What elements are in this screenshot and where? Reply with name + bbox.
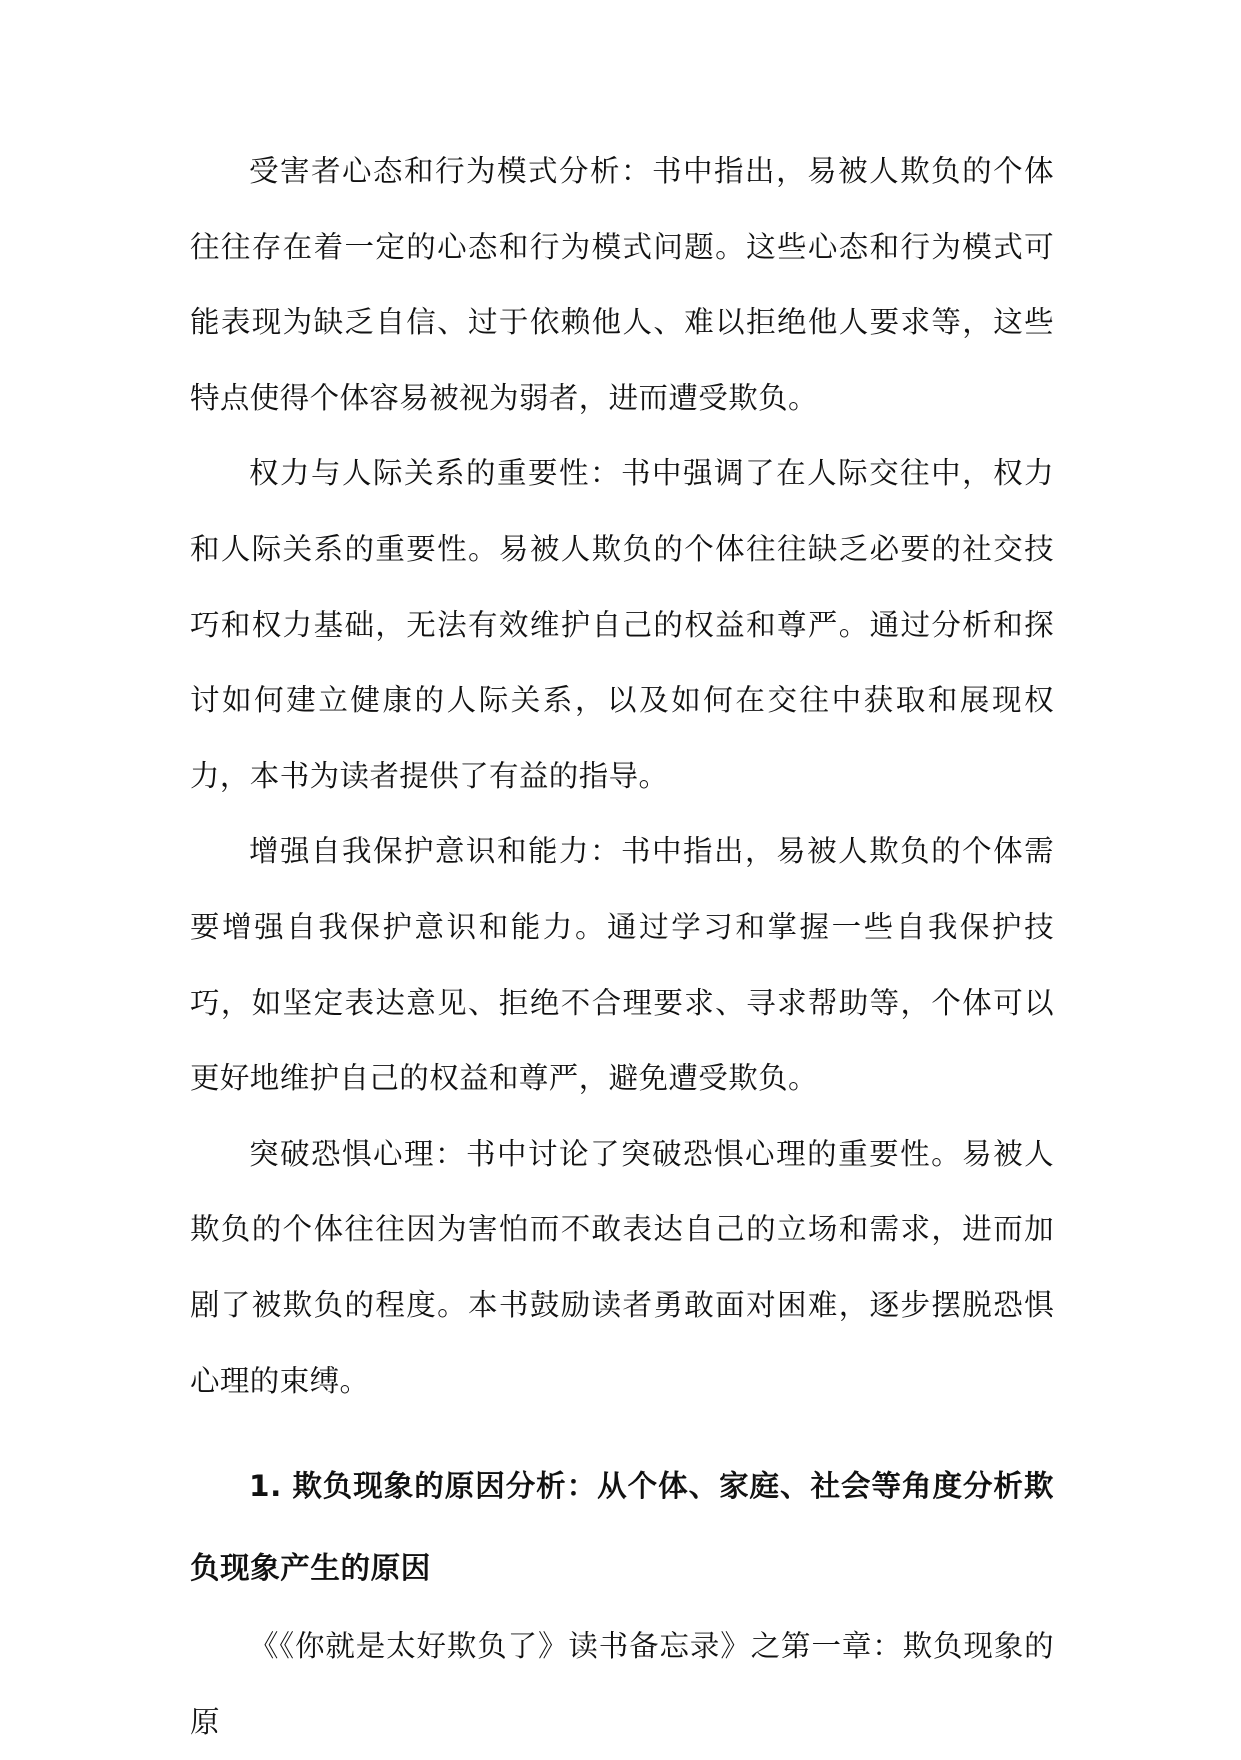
heading-text: 欺负现象的原因分析：从个体、家庭、社会等角度分析欺负现象产生的原因 [190, 1469, 1054, 1586]
section-heading [190, 1445, 1054, 1609]
paragraph-self-protection: 增强自我保护意识和能力：书中指出，易被人欺负的个体需要增强自我保护意识和能力。通过学习和掌握一些自我保护技巧，如坚定表达意见、拒绝不合理要求、寻求帮助等，个体可以更好地维护自己的权益和尊严，避免遭受欺负。 [190, 834, 1054, 1096]
paragraph-power-relationships: 权力与人际关系的重要性：书中强调了在人际交往中，权力和人际关系的重要性。易被人欺负的个体往往缺乏必要的社交技巧和权力基础，无法有效维护自己的权益和尊严。通过分析和探讨如何建立健康的人际关系，以及如何在交往中获取和展现权力，本书为读者提供了有益的指导。 [190, 456, 1054, 793]
heading-number: 1. [249, 1469, 282, 1504]
paragraph-chapter-intro: 《《你就是太好欺负了》读书备忘录》之第一章：欺负现象的原 [190, 1629, 1054, 1739]
paragraph-victim-mindset: 受害者心态和行为模式分析：书中指出，易被人欺负的个体往往存在着一定的心态和行为模式问题。这些心态和行为模式可能表现为缺乏自信、过于依赖他人、难以拒绝他人要求等，这些特点使得个体容易被视为弱者，进而遭受欺负。 [190, 154, 1054, 415]
document-body [190, 134, 1054, 1760]
paragraph-overcome-fear: 突破恐惧心理：书中讨论了突破恐惧心理的重要性。易被人欺负的个体往往因为害怕而不敢表达自己的立场和需求，进而加剧了被欺负的程度。本书鼓励读者勇敢面对困难，逐步摆脱恐惧心理的束缚。 [190, 1136, 1054, 1398]
